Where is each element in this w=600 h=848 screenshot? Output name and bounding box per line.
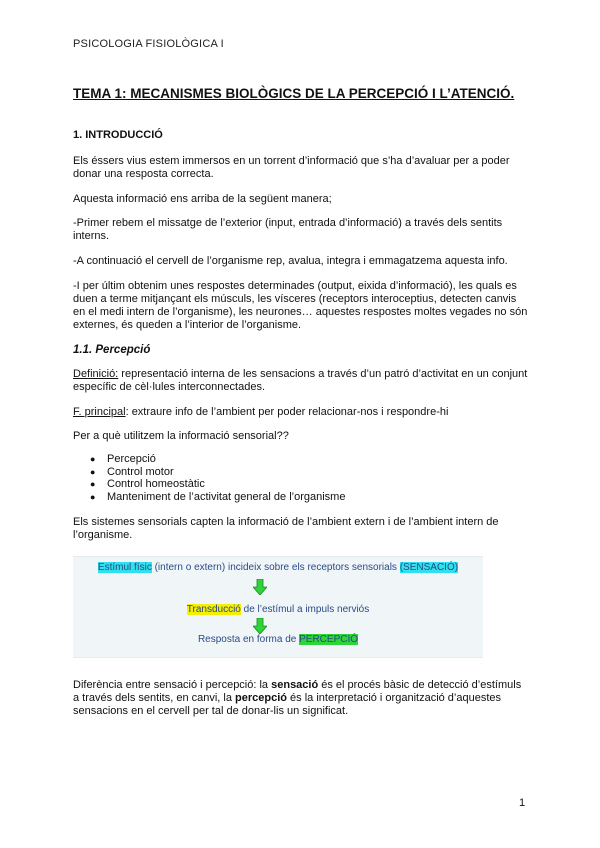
diagram-line-1: Estímul físic (intern o extern) incideix sobre els receptors sensorials (SENSACIÓ) — [97, 562, 459, 573]
definition-text: representació interna de les sensacions a través d’un patró d’activitat en un conjunt específic de cèl·lules interconnectades. — [73, 368, 528, 393]
sensory-systems-paragraph: Els sistemes sensorials capten la informació de l’ambient extern i de l’ambient intern de l’organisme. — [73, 516, 499, 541]
paragraph-5: -I per últim obtenim unes respostes determinades (output, eixida d’informació), les quals es duen a terme mitjançant els músculs, les vísceres (receptors interoceptius, detecten canvis en el medi intern de l’organisme), les neurones… aquestes respostes moltes vegades no són externes, és queden a l’interior de l’organisme. — [73, 280, 528, 331]
definition-paragraph — [73, 368, 528, 394]
list-item: ● Percepció — [90, 453, 156, 465]
list-item: ● Control homeostàtic — [90, 478, 205, 490]
paragraph-4: -A continuació el cervell de l’organisme rep, avalua, integra i emmagatzema aquesta info. — [73, 255, 508, 267]
bullet-icon: ● — [90, 454, 96, 464]
section-heading-percepcio: 1.1. Percepció — [73, 344, 151, 356]
paragraph-1: Els éssers vius estem immersos en un torrent d’informació que s’ha d’avaluar per a poder donar una resposta correcta. — [73, 155, 510, 180]
list-item: ● Control motor — [90, 465, 174, 478]
function-paragraph — [73, 406, 528, 419]
paragraph-2: Aquesta informació ens arriba de la següent manera; — [73, 193, 332, 205]
diagram-line-3: Resposta en forma de PERCEPCIÓ — [197, 634, 359, 645]
diagram-line-2: Transducció de l’estímul a impuls nerviós — [186, 604, 370, 615]
running-header: PSICOLOGIA FISIOLÒGICA I — [73, 38, 224, 50]
function-text: : extraure info de l’ambient per poder relacionar-nos i respondre-hi — [125, 406, 449, 418]
bullet-icon: ● — [90, 479, 96, 489]
function-label: F. principal — [73, 406, 126, 418]
bullet-icon: ● — [90, 491, 96, 502]
bullet-list — [73, 453, 345, 503]
document-title: TEMA 1: MECANISMES BIOLÒGICS DE LA PERCEPCIÓ I L’ATENCIÓ. — [73, 86, 515, 101]
down-arrow-icon — [253, 618, 267, 634]
difference-paragraph: Diferència entre sensació i percepció: la sensació és el procés bàsic de detecció d’estímuls a través dels sentits, en canvi, la percepció és la interpretació i organització d’aquestes sensacions en el cervell per tal de donar-lis un significat. — [73, 679, 522, 717]
paragraph-3: -Primer rebem el missatge de l’exterior (input, entrada d’informació) a través dels sentits interns. — [73, 217, 503, 242]
section-heading-introduccio: 1. INTRODUCCIÓ — [73, 129, 163, 141]
perception-diagram — [73, 556, 483, 658]
down-arrow-icon — [253, 579, 267, 595]
page-number: 1 — [519, 797, 526, 809]
bullet-icon: ● — [90, 466, 96, 477]
question-paragraph: Per a què utilitzem la informació sensorial?? — [73, 430, 289, 442]
definition-label: Definició: — [73, 368, 119, 380]
list-item: ● Manteniment de l’activitat general de l’organisme — [90, 490, 346, 503]
